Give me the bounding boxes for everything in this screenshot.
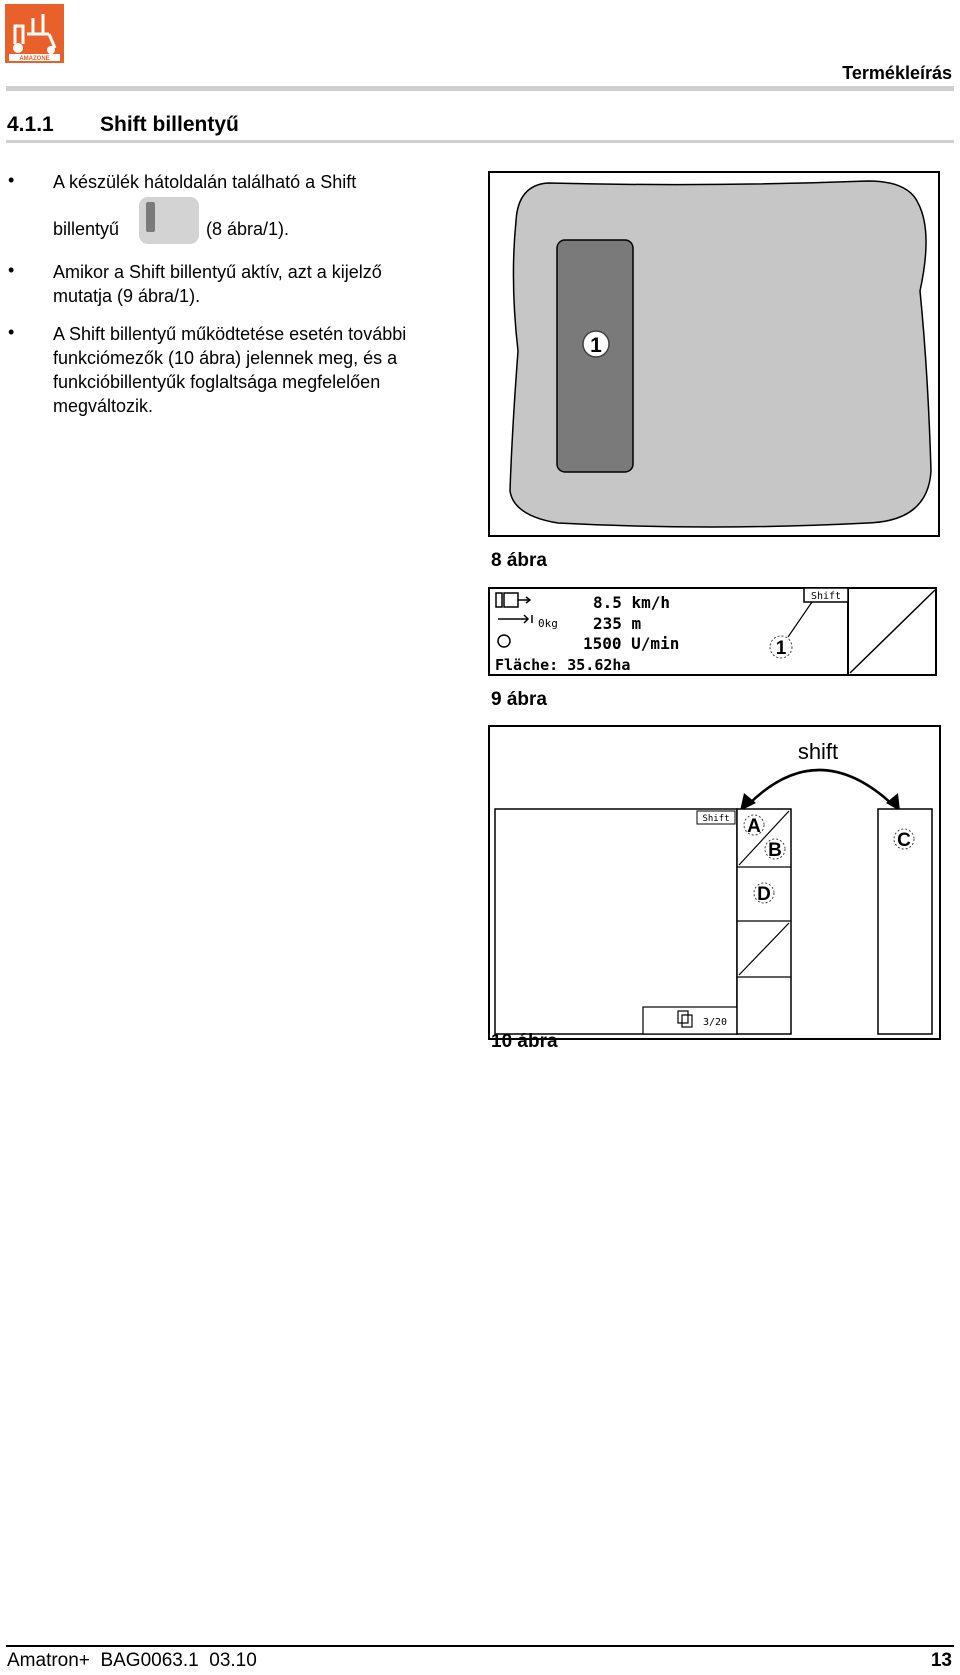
label-d: D xyxy=(757,884,771,905)
heading-number: 4.1.1 xyxy=(7,113,54,136)
bullet-dot: • xyxy=(8,260,15,280)
bullet-1-line2b: (8 ábra/1). xyxy=(206,219,290,239)
shift-key-icon xyxy=(138,196,200,245)
bullet-3-text: A Shift billentyű működtetése esetén további funkciómezők (10 ábra) jelennek meg, és a funkcióbillentyűk foglaltsága megfelelően megváltozik. xyxy=(53,324,407,416)
area-value: Fläche: 35.62ha xyxy=(495,656,631,674)
logo-wordmark: AMAZONE xyxy=(19,56,50,62)
speed-value: 8.5 km/h xyxy=(593,593,671,612)
display-area xyxy=(495,809,737,1034)
page-indicator: 3/20 xyxy=(703,1017,728,1028)
figure-8 xyxy=(488,171,940,542)
label-a: A xyxy=(747,816,761,837)
shift-indicator-label: Shift xyxy=(810,591,842,602)
figure-8-caption: 8 ábra xyxy=(491,550,547,571)
page-number: 13 xyxy=(930,1650,952,1671)
shift-indicator-label: Shift xyxy=(702,814,730,824)
footer-rule xyxy=(6,1645,954,1647)
label-c: C xyxy=(897,830,911,851)
label-b: B xyxy=(768,840,782,861)
section-title: Termékleírás xyxy=(842,63,952,83)
rpm-value: 1500 U/min xyxy=(583,634,680,653)
bullet-1-line1: A készülék hátoldalán található a Shift xyxy=(53,172,357,192)
bullet-2-text: Amikor a Shift billentyű aktív, azt a kijelző mutatja (9 ábra/1). xyxy=(53,262,382,306)
figure-9 xyxy=(488,587,937,681)
shift-arrow-label: shift xyxy=(797,739,839,764)
marker-1: 1 xyxy=(775,638,787,659)
marker-1: 1 xyxy=(590,334,602,357)
figure-9-caption: 9 ábra xyxy=(491,689,547,710)
figure-10-caption: 10 ábra xyxy=(491,1031,558,1052)
header-rule xyxy=(6,86,954,91)
weight-unit: 0kg xyxy=(538,617,558,630)
heading-title: Shift billentyű xyxy=(100,113,239,136)
footer-doc-id: Amatron+ BAG0063.1 03.10 xyxy=(7,1650,257,1671)
bullet-dot: • xyxy=(8,170,15,190)
bullet-1-line2a: billentyű xyxy=(53,219,120,239)
distance-value: 235 m xyxy=(593,614,642,633)
heading-rule xyxy=(6,140,954,143)
figure-10 xyxy=(488,725,941,1045)
bullet-dot: • xyxy=(8,322,15,342)
logo-graphic xyxy=(5,4,64,63)
amazone-logo xyxy=(5,4,64,63)
